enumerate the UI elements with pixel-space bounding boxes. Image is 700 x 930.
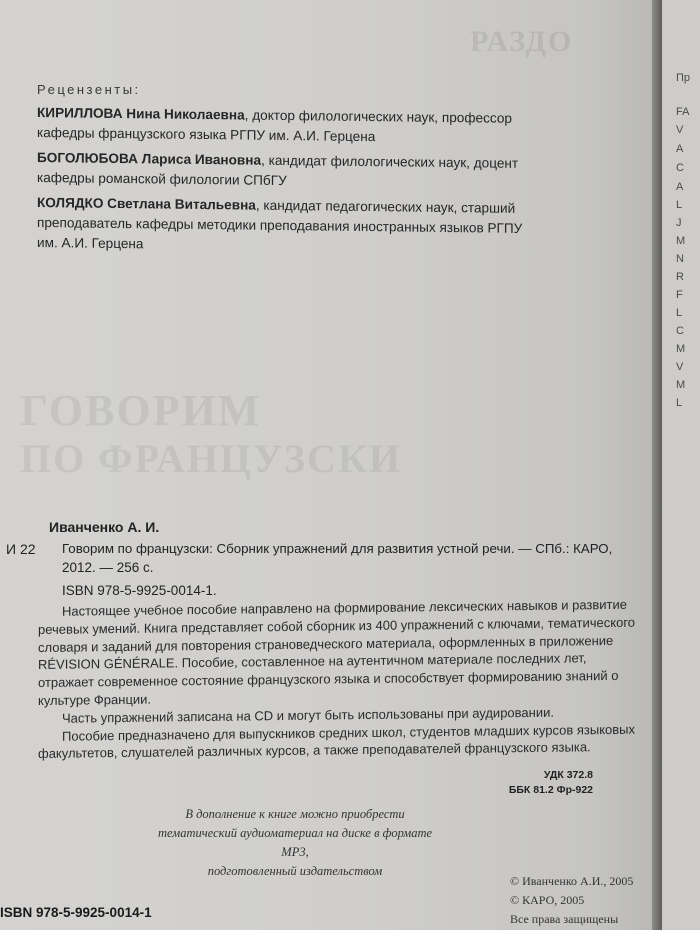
next-page-fragment: R [676, 271, 684, 283]
next-page-fragment: M [676, 343, 686, 355]
next-page-fragment: V [676, 124, 684, 136]
catalog-author: Иванченко А. И. [49, 519, 160, 535]
abstract-paragraph: Пособие предназначено для выпускников средних школ, студентов младших курсов языковых факультетов, слушателей различных курсов, а также преподавателей французского языка. [38, 721, 636, 762]
copyright-block [510, 872, 633, 929]
next-page-fragment: A [676, 143, 684, 155]
catalog-title-line: 2012. — 256 с. [62, 560, 154, 575]
reviewer-entry [37, 193, 612, 260]
reviewer-desc: , кандидат филологических наук, доцент [261, 152, 519, 171]
abstract [38, 596, 642, 764]
copyright-line: © КАРО, 2005 [510, 893, 585, 907]
catalog-isbn: ISBN 978-5-9925-0014-1. [62, 583, 217, 598]
next-page-fragment: L [676, 397, 683, 409]
reviewer-entry [37, 103, 612, 150]
reviewer-desc: кафедры французского языка РГПУ им. А.И. Герцена [37, 125, 376, 145]
next-page-fragment: N [676, 253, 684, 265]
audio-note-line: подготовленный издательством [207, 864, 383, 878]
reviewer-name: БОГОЛЮБОВА Лариса Ивановна [37, 150, 262, 168]
next-page-fragment: F [676, 289, 683, 301]
next-page-fragment: A [676, 181, 684, 193]
next-page-fragment: C [676, 162, 684, 174]
reviewer-desc: им. А.И. Герцена [37, 235, 144, 252]
reviewers-label: Рецензенты: [37, 82, 141, 97]
reviewer-name: КИРИЛЛОВА Нина Николаевна [37, 105, 245, 123]
next-page-fragment: L [676, 307, 683, 319]
next-page-fragment: J [676, 217, 682, 229]
audio-note-line: тематический аудиоматериал на диске в формате MP3, [157, 826, 433, 859]
udk-code: УДК 372.8 [543, 769, 593, 781]
next-page-fragment: M [676, 379, 686, 391]
next-page-fragment: Пр [676, 72, 691, 84]
next-page-fragment: C [676, 325, 684, 337]
reviewer-desc: преподаватель кафедры методики преподавания иностранных языков РГПУ [37, 215, 523, 236]
isbn-footer: ISBN 978-5-9925-0014-1 [0, 905, 152, 920]
next-page-fragment: M [676, 235, 686, 247]
reviewer-desc: , доктор филологических наук, профессор [244, 107, 512, 126]
audio-note [145, 805, 445, 881]
copyright-line: © Иванченко А.И., 2005 [510, 874, 634, 888]
audio-note-line: В дополнение к книге можно приобрести [185, 807, 405, 821]
reviewer-entry [37, 148, 612, 195]
next-page-fragment: L [676, 199, 683, 211]
page-edge-shadow [652, 0, 662, 930]
show-through-text: ПО ФРАНЦУЗСКИ [20, 436, 402, 481]
catalog-index: И 22 [6, 541, 36, 557]
reviewer-name: КОЛЯДКО Светлана Витальевна [37, 195, 256, 213]
show-through-text: ГОВОРИМ [20, 386, 262, 435]
show-through-text: РАЗДО [470, 25, 574, 58]
catalog-title-line: Говорим по французски: Сборник упражнений для развития устной речи. — СПб.: КАРО, [62, 541, 613, 556]
next-page-fragment: V [676, 361, 684, 373]
next-page-strip [662, 0, 700, 930]
next-page-fragment: FA [676, 106, 690, 118]
copyright-line: Все права защищены [510, 912, 619, 926]
reviewer-desc: кафедры романской филологии СПбГУ [37, 170, 287, 189]
reviewer-desc: , кандидат педагогических наук, старший [255, 197, 516, 216]
abstract-paragraph: Часть упражнений записана на CD и могут быть использованы при аудировании. [62, 704, 554, 726]
bbk-code: ББК 81.2 Фр-922 [508, 784, 593, 796]
abstract-paragraph: Настоящее учебное пособие направлено на формирование лексических навыков и развитие речевых умений. Книга представляет собой сборник из 400 упражнений с ключами, тематического словаря и заданий для повторения страноведческого материала, оформленных в приложение RÉVISION GÉNÉRALE. Пособие, составленное на аутентичном материале последних лет, отражает современное состояние французского языка и способствует формированию знаний о культуре Франции. [38, 596, 636, 708]
